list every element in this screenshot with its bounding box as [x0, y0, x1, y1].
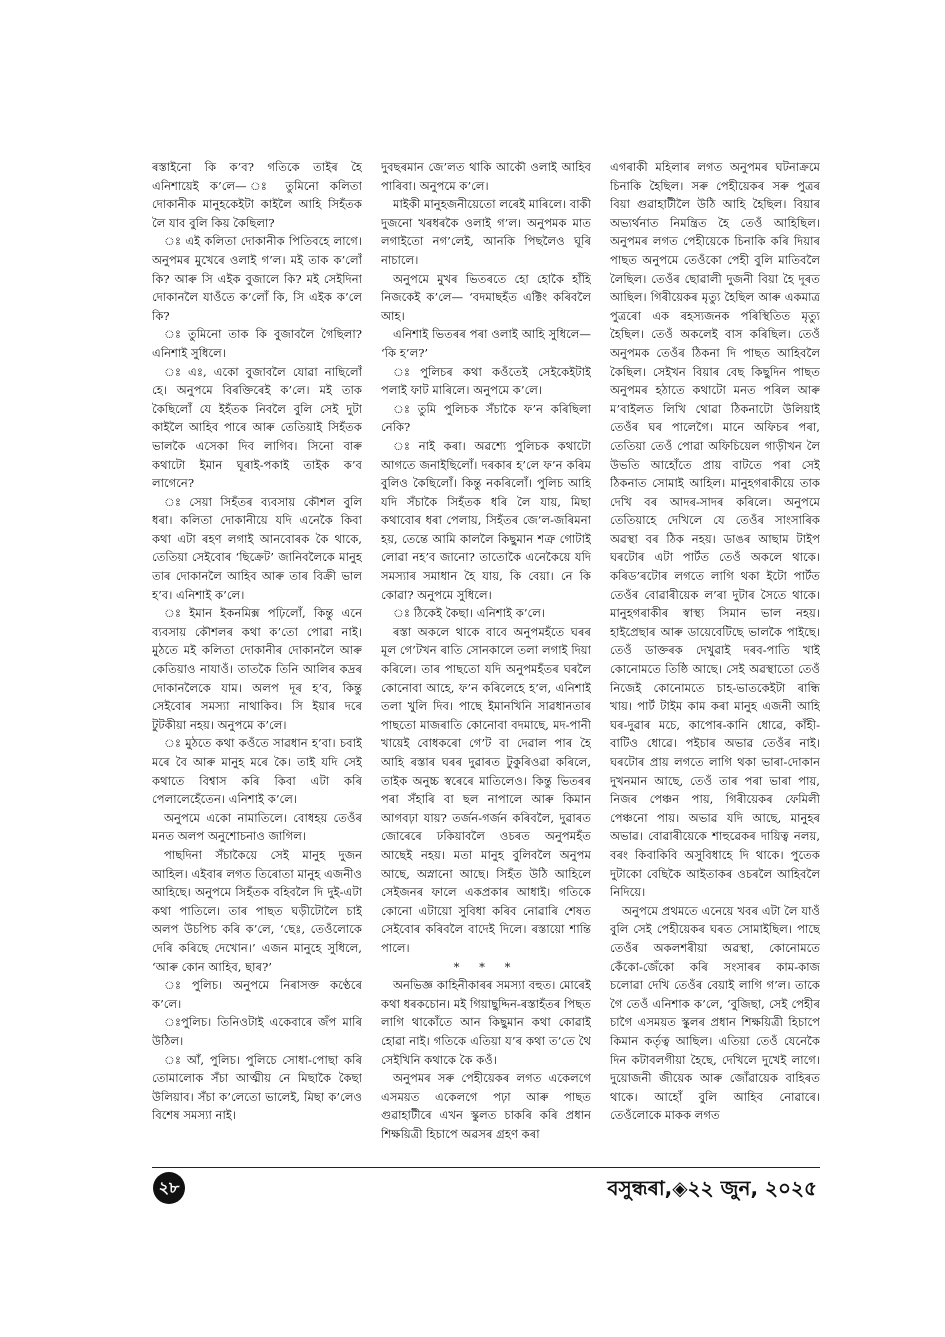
page-number-badge: ২৮: [153, 1172, 185, 1204]
column-2: [381, 158, 591, 1193]
paragraph: ঃ নাই কৰা। অৱশ্যে পুলিচক কথাটো আগতে জনাইছিলোঁ। দৰকাৰ হ’লে ফ’ন কৰিম বুলিও কৈছিলোঁ। কিন্তু নকৰিলোঁ। পুলিচ আহি যদি সঁচাকৈ সিহঁতক ধৰি লৈ যায়, মিছা কথাবোৰ ধৰা পেলায়, সিহঁতৰ জে’ল-জৰিমনা হয়, তেন্তে আমি কাললৈ কিছুমান শত্ৰু গোটাই লোৱা নহ’ব জানো? তাতোকৈ এনেকৈয়ে যদি সমস্যাৰ সমাধান হৈ যায়, কি বেয়া। নে কি কোৱা? অনুপমে সুধিলে।: [381, 438, 591, 602]
paragraph: ঃ আঁ, পুলিচ। পুলিচে সোধা-পোছা কৰি তোমালোক সঁচা আত্মীয় নে মিছাকৈ কৈছা উলিয়াব। সঁচা ক’লেতো ভালেই, মিছা ক’লেও বিশেষ সমস্যা নাই।: [152, 1052, 362, 1123]
paragraph: অনভিজ্ঞ কাহিনীকাৰৰ সমস্যা বহুত। মোৰেই কথা ধৰকচোন। মই গিয়াছুদ্দিন-ৰস্তাহঁতৰ পিছত লাগি থাকোঁতে আন কিছুমান কথা কোৱাই হোৱা নাই। গতিকে এতিয়া য’ৰ কথা ত’তে থৈ সেইখিনি কথাকে কৈ কওঁ।: [381, 978, 591, 1067]
paragraph: অনুপমে মুখৰ ভিতৰতে হো হোকৈ হাঁহি নিজকেই ক’লে— ‘বদমাছহঁত এক্টিং কৰিবলৈ আহ।: [381, 271, 591, 323]
paragraph: ঃ মুঠতে কথা কওঁতে সাৱধান হ’বা। চবাই মৰে বৈ আৰু মানুহ মৰে কৈ। তাই যদি সেই কথাতে বিশ্বাস কৰি কিবা এটা কৰি পেলালেহেঁতেন। এনিশাই ক’লে।: [152, 736, 362, 807]
section-separator: * * *: [453, 959, 519, 974]
paragraph: পাছদিনা সঁচাকৈয়ে সেই মানুহ দুজন আহিল। এইবাৰ লগত তিৰোতা মানুহ এজনীও আহিছে। অনুপমে সিহঁতক বহিবলৈ দি দুই-এটা কথা পাতিলে। তাৰ পাছত ঘড়ীটোলৈ চাই অলপ উচপিচ কৰি ক’লে, ‘ছেঃ, তেওঁলোকে দেৰি কৰিছে দেখোন।’ এজন মানুহে সুধিলে, ‘আৰু কোন আহিব, ছাৰ?’: [152, 847, 362, 974]
footer-rule: [152, 1167, 820, 1168]
paragraph: ঃ তুমিনো তাক কি বুজাবলৈ গৈছিলা? এনিশাই সুধিলে।: [152, 327, 362, 360]
paragraph: ঃ পুলিচ। অনুপমে নিৰাসক্ত কণ্ঠেৰে ক’লে।: [152, 978, 362, 1011]
paragraph: এনিশাই ভিতৰৰ পৰা ওলাই আহি সুধিলে— ‘কি হ’ল?’: [381, 327, 591, 360]
paragraph: ঃ এঃ, একো বুজাবলৈ যোৱা নাছিলোঁ হে। অনুপমে বিৰক্তিৰেই ক’লে। মই তাক কৈছিলোঁ যে ইহঁতক নিবলৈ বুলি সেই দুটা কাইলৈ আহিব পাৰে আৰু তেতিয়াই সিহঁতক ভালকৈ এসেকা দিব লাগিব। সিনো বাৰু কথাটো ইমান ঘূৰাই-পকাই তাইক ক’ব লাগেনে?: [152, 364, 362, 491]
paragraph: ৰস্তা অকলে থাকে বাবে অনুপমহঁতে ঘৰৰ মূল গে’টখন ৰাতি সোনকালে তলা লগাই দিয়া কৰিলে। তাৰ পাছতো যদি অনুপমহঁতৰ ঘৰলৈ কোনোবা আহে, ফ’ন কৰিলেহে হ’ল, এনিশাই তলা খুলি দিব। পাছে ইমানখিনি সাৱধানতাৰ পাছতো মাজৰাতি কোনোবা বদমাছে, মদ-পানী খায়েই বোধকৰো গে’ট বা দেৱাল পাৰ হৈ আহি ৰস্তাৰ ঘৰৰ দুৱাৰত টুকুৰিওৱা কৰিলে, তাইক অনুচ্চ স্বৰেৰে মাতিলেও। কিন্তু ভিতৰৰ পৰা সঁহাৰি বা ছল নাপালে আৰু কিমান আগবঢ়া যায়? তৰ্জন-গৰ্জন কৰিবলৈ, দুৱাৰত জোৰেৰে ঢকিয়াবলৈ ওচৰত অনুপমহঁত আছেই নহয়। মতা মানুহ বুলিবলৈ অনুপম আছে, অস্নানো আছে। সিহঁত উঠি আহিলে সেইজনৰ ফালে একপ্ৰকাৰ আধাই। গতিকে কোনো এটায়ো সুবিধা কৰিব নোৱাৰি শেষত সেইবোৰ কৰিবলৈ বাদেই দিলে। ৰস্তায়ো শান্তি পালে।: [381, 624, 591, 955]
paragraph: ঃ তুমি পুলিচক সঁচাকৈ ফ’ন কৰিছিলা নেকি?: [381, 401, 591, 435]
paragraph: ৰস্তাইনো কি ক’ব? গতিকে তাইৰ হৈ এনিশায়েই ক’লে— ঃ তুমিনো কলিতা দোকানীক মানুহকেইটা কাইলৈ আহি সিহঁতক লৈ যাব বুলি কিয় কৈছিলা?: [152, 160, 362, 230]
paragraph: অনুপমে একো নামাতিলে। বোধহয় তেওঁৰ মনত অলপ অনুশোচনাও জাগিল।: [152, 810, 362, 844]
paragraph: ঃ পুলিচৰ কথা কওঁতেই সেইকেইটাই পলাই ফাট মাৰিলে। অনুপমে ক’লে।: [381, 364, 591, 398]
paragraph: ঃ সেয়া সিহঁতৰ ব্যবসায় কৌশল বুলি ধৰা। কলিতা দোকানীয়ে যদি এনেকৈ কিবা কথা এটা ৰহণ লগাই আনবোৰক কৈ থাকে, তেতিয়া সেইবোৰ ‘ছিক্ৰেট’ জানিবলৈকে মানুহ তাৰ দোকানলৈ আহিব আৰু তাৰ বিক্ৰী ভাল হ’ব। এনিশাই ক’লে।: [152, 494, 362, 602]
column-1: [152, 158, 362, 1193]
paragraph: মাইকী মানুহজনীয়েতো লৰেই মাৰিলে। বাকী দুজনো খৰধৰকৈ ওলাই গ’ল। অনুপমক মাত লগাইতো নগ’লেই, আনকি পিছলৈও ঘূৰি নাচালে।: [381, 197, 591, 267]
paragraph: দুবছৰমান জে’লত থাকি আকৌ ওলাই আহিব পাৰিবা। অনুপমে ক’লে।: [381, 160, 591, 193]
article-body: [152, 158, 820, 1193]
paragraph: ঃ এই কলিতা দোকানীক পিতিবহে লাগে। অনুপমৰ মুখেৰে ওলাই গ’ল। মই তাক ক’লোঁ কি? আৰু সি এইক বুজালে কি? মই সেইদিনা দোকানলৈ যাওঁতে ক’লোঁ কি, সি এইক ক’লে কি?: [152, 234, 362, 323]
paragraph: ঃপুলিচ। তিনিওটাই একেবাৰে জঁপ মাৰি উঠিল।: [152, 1015, 362, 1048]
paragraph: এগৰাকী মহিলাৰ লগত অনুপমৰ ঘটনাক্ৰমে চিনাকি হৈছিল। সৰু পেহীয়েকৰ সৰু পুত্ৰৰ বিয়া গুৱাহাটীলৈ উঠি আহি হৈছিল। বিয়াৰ অভ্যৰ্থনাত নিমন্ত্ৰিত হৈ তেওঁ আহিছিল। অনুপমৰ লগত পেহীয়েকে চিনাকি কৰি দিয়াৰ পাছত অনুপমে তেওঁকো পেহী বুলি মাতিবলৈ লৈছিল। তেওঁৰ ছোৱালী দুজনী বিয়া হৈ দূৰত আছিল। গিৰীয়েকৰ মৃত্যু হৈছিল আৰু একমাত্ৰ পুত্ৰৰো এক ৰহস্যজনক পৰিস্থিতিত মৃত্যু হৈছিল। তেওঁ অকলেই বাস কৰিছিল। তেওঁ অনুপমক তেওঁৰ ঠিকনা দি পাছত আহিবলৈ কৈছিল। সেইখন বিয়াৰ বেছ কিছুদিন পাছত অনুপমৰ হঠাতে কথাটো মনত পৰিল আৰু ম’বাইলত লিখি থোৱা ঠিকনাটো উলিয়াই তেওঁৰ ঘৰ পালেগৈ। মানে অফিচৰ পৰা, তেতিয়া তেওঁ পোৱা অফিচিয়েল গাড়ীখন লৈ উভতি আহোঁতে প্ৰায় বাটতে পৰা সেই ঠিকনাত সোমাই আহিল। মানুহগৰাকীয়ে তাক দেখি বৰ আদৰ-সাদৰ কৰিলে। অনুপমে তেতিয়াহে দেখিলে যে তেওঁৰ সাংসাৰিক অৱস্থা বৰ ঠিক নহয়। ডাঙৰ আছাম টাইপ ঘৰটোৰ এটা পাৰ্টত তেওঁ অকলে থাকে। কৰিড’ৰটোৰ লগতে লাগি থকা ইটো পাৰ্টত তেওঁৰ বোৱাৰীয়েক ল’ৰা দুটাৰ সৈতে থাকে। মানুহগৰাকীৰ স্বাস্থ্য সিমান ভাল নহয়। হাইপ্ৰেছাৰ আৰু ডায়েবেটিছে ভালকৈ পাইছে। তেওঁ ডাক্তৰক দেখুৱাই দৰব-পাতি খাই কোনোমতে তিষ্ঠি আছে। সেই অৱস্থাতো তেওঁ নিজেই কোনোমতে চাহ-ভাতকেইটা ৰান্ধি খায়। পাৰ্ট টাইম কাম কৰা মানুহ এজনী আহি ঘৰ-দুৱাৰ মচে, কাপোৰ-কানি ধোৱে, কাঁহী-বাটিও ধোৱে। পইচাৰ অভাৱ তেওঁৰ নাই। ঘৰটোৰ প্ৰায় লগতে লাগি থকা ভাৰা-দোকান দুখনমান আছে, তেওঁ তাৰ পৰা ভাৰা পায়, নিজৰ পেঞ্চন পায়, গিৰীয়েকৰ ফেমিলী পেঞ্চনো পায়। অভাৱ যদি আছে, মানুহৰ অভাৱ। বোৱাৰীয়েকে শাহুৱেকৰ দায়িত্ব নলয়, বৰং কিবাকিবি অসুবিধাহে দি থাকে। পুতেক দুটাকো বেছিকৈ আইতাকৰ ওচৰলৈ আহিবলৈ নিদিয়ে।: [610, 160, 820, 900]
paragraph: ঃ ইমান ইকনমিক্স পঢ়িলোঁ, কিন্তু এনে ব্যবসায় কৌশলৰ কথা ক’তো পোৱা নাই। মুঠতে মই কলিতা দোকানীৰ দোকানলৈ আৰু কেতিয়াও নাযাওঁ। তাতকৈ তিনি আলিৰ কদ্ৰৰ দোকানলৈকে যাম। অলপ দূৰ হ’ব, কিন্তু সেইবোৰ সমস্যা নাথাকিব। সি ইয়াৰ দৰে টুটকীয়া নহয়। অনুপমে ক’লে।: [152, 606, 362, 732]
column-3: [610, 158, 820, 1193]
paragraph: ঃ ঠিকেই কৈছা। এনিশাই ক’লে।: [393, 606, 546, 621]
paragraph: অনুপমে প্ৰথমতে এনেয়ে খবৰ এটা লৈ যাওঁ বুলি সেই পেহীয়েকৰ ঘৰত সোমাইছিল। পাছে তেওঁৰ অকলশৰীয়া অৱস্থা, কোনোমতে কেঁকো-জেঁকো কৰি সংসাৰৰ কাম-কাজ চলোৱা দেখি তেওঁৰ বেয়াই লাগি গ’ল। তাকে গৈ তেওঁ এনিশাক ক’লে, ‘বুজিছা, সেই পেহীৰ চাগৈ এসময়ত স্কুলৰ প্ৰধান শিক্ষয়িত্ৰী হিচাপে কিমান কৰ্তৃত্ব আছিল। এতিয়া তেওঁ যেনেকৈ দিন কটাবলগীয়া হৈছে, দেখিলে দুখেই লাগে। দুয়োজনী জীয়েক আৰু জোঁৱায়েক বাহিৰত থাকে। আহোঁ বুলি আহিব নোৱাৰে। তেওঁলোকে মাকক লগত: [610, 903, 820, 1123]
paragraph: অনুপমৰ সৰু পেহীয়েকৰ লগত একেলগে এসময়ত একেলগে পঢ়া আৰু পাছত গুৱাহাটীৰে এখন স্কুলত চাকৰি কৰি প্ৰধান শিক্ষয়িত্ৰী হিচাপে অৱসৰ গ্ৰহণ কৰা: [381, 1071, 591, 1141]
publication-folio: বসুন্ধৰা,◈২২ জুন, ২০২৫: [607, 1176, 817, 1200]
